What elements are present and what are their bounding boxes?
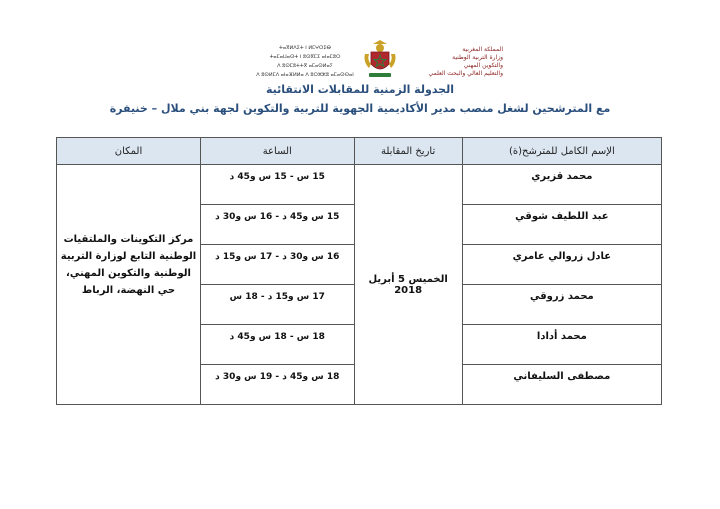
arabic-line: والتعليم العالي والبحث العلمي (428, 70, 503, 77)
candidate-name: عبد اللطيف شوقي (515, 211, 609, 222)
candidate-name: محمد قزيري (531, 171, 593, 182)
arabic-ministry-name (403, 46, 503, 78)
candidate-name-cell (462, 325, 661, 365)
candidate-name-cell (462, 165, 661, 205)
candidate-name: محمد زروقي (529, 291, 594, 302)
coat-of-arms-icon (363, 40, 397, 80)
document-title: الجدولة الزمنية للمقابلات الانتقائية (265, 83, 454, 96)
time-slot: 17 س و15 د - 18 س (229, 291, 325, 302)
tifinagh-line: ⴷ ⵓⵙⵎⵓⵜⵜⴳ ⴰⵎⴰⵙⵍⴰⵢ (277, 63, 333, 69)
time-slot-cell (200, 165, 354, 205)
arabic-line: المملكة المغربية (462, 46, 503, 53)
candidate-name: عادل زروالي عامري (512, 251, 612, 262)
header-name: الإسم الكامل للمترشح(ة) (462, 138, 661, 165)
time-slot: 16 س و30 د - 17 س و15 د (215, 251, 340, 262)
time-slot-cell (200, 285, 354, 325)
time-slot: 15 س و45 د - 16 س و30 د (215, 211, 340, 222)
header-time: الساعة (200, 138, 354, 165)
candidate-name-cell (462, 285, 661, 325)
tifinagh-line: ⴷ ⵓⵙⵍⵎⴷ ⴰⵏⴰⴼⵍⵍⴰ ⴷ ⵓⵔⵣⵣⵓ ⴰⵎⴰⵙⵙⴰⵏ (256, 72, 354, 78)
tifinagh-line: ⵜⴰⵎⴰⵡⴰⵙⵜ ⵏ ⵓⵙⴳⵎⵉ ⴰⵏⴰⵎⵓⵔ (269, 54, 341, 60)
candidate-name-cell (462, 245, 661, 285)
candidate-name-cell (462, 365, 661, 405)
interview-place-cell (57, 165, 201, 405)
document-subtitle: مع المترشحين لشغل منصب مدير الأكاديمية الجهوية للتربية والتكوين لجهة بني ملال – خنيفرة (109, 102, 611, 115)
time-slot: 18 س - 18 س و45 د (229, 331, 325, 342)
header-date: تاريخ المقابلة (354, 138, 462, 165)
letterhead (0, 8, 720, 78)
tifinagh-ministry-name (250, 44, 360, 80)
time-slot-cell (200, 245, 354, 285)
interview-date: الخميس 5 أبريل 2018 (368, 273, 448, 296)
time-slot-cell (200, 325, 354, 365)
interview-date-cell (354, 165, 462, 405)
time-slot: 15 س - 15 س و45 د (229, 171, 325, 182)
time-slot-cell (200, 365, 354, 405)
time-slot-cell (200, 205, 354, 245)
table-row (57, 165, 662, 205)
candidate-name: مصطفى السليفاني (513, 371, 611, 382)
interview-schedule-table (56, 137, 662, 405)
candidate-name: محمد أدادا (536, 331, 587, 342)
candidate-name-cell (462, 205, 661, 245)
time-slot: 18 س و45 د - 19 س و30 د (215, 371, 340, 382)
arabic-line: والتكوين المهني (463, 62, 503, 69)
table-header-row (57, 138, 662, 165)
arabic-line: وزارة التربية الوطنية (452, 54, 503, 61)
tifinagh-line: ⵜⴰⴳⵍⴷⵉⵜ ⵏ ⵍⵎⵖⵔⵉⴱ (279, 45, 331, 51)
interview-place: مركز التكوينات والملتقيات الوطنية التابع لوزارة التربية الوطنية والتكوين المهني، حي النهضة، الرباط (60, 233, 197, 296)
header-place: المكان (57, 138, 201, 165)
